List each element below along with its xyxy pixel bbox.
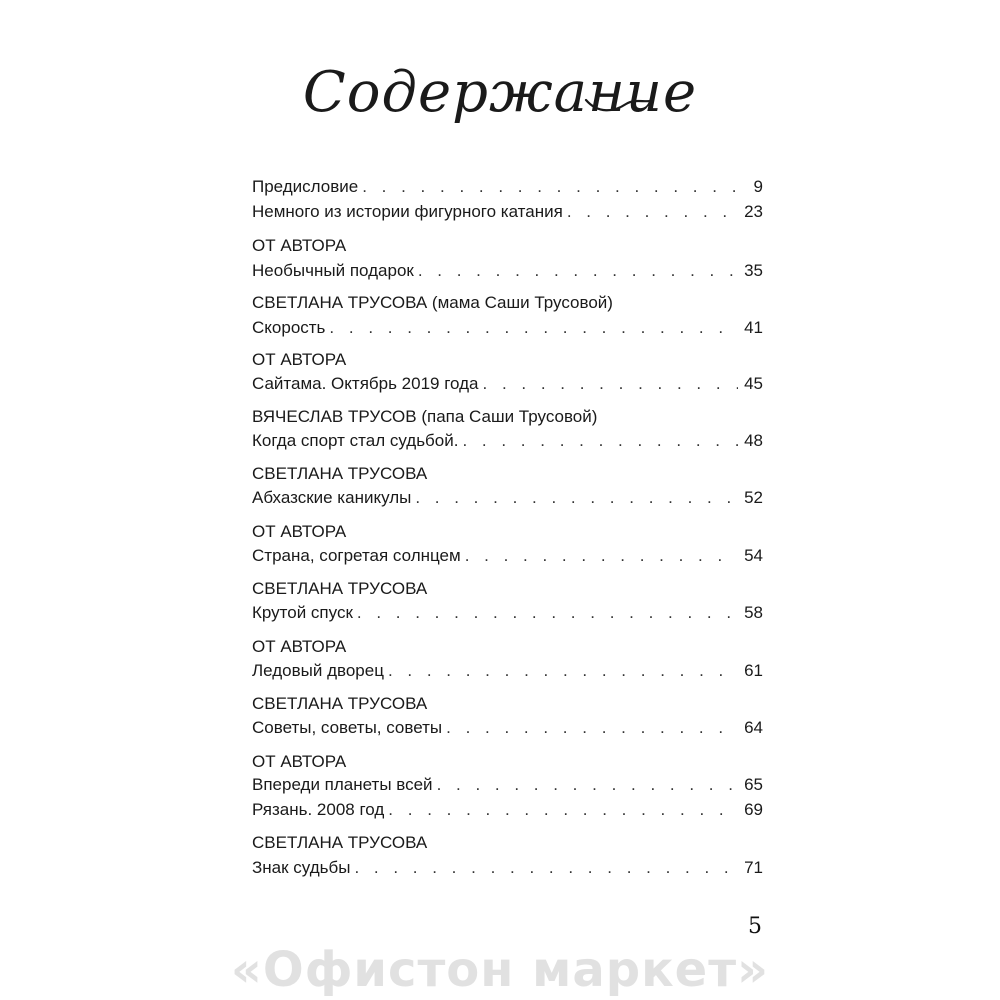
toc-entry[interactable]	[252, 798, 763, 822]
toc-entry[interactable]	[252, 175, 763, 199]
toc-entry[interactable]	[252, 601, 763, 625]
toc-entry-page: 48	[744, 431, 763, 450]
toc-entry[interactable]	[252, 259, 763, 283]
toc-section-author: ОТ АВТОРА	[252, 637, 347, 656]
dot-leader	[388, 659, 738, 683]
toc-entry-page: 69	[744, 800, 763, 819]
toc-entry-title: Ледовый дворец	[252, 661, 384, 680]
toc-entry-page: 45	[744, 374, 763, 393]
toc-entry-page: 65	[744, 775, 763, 794]
toc-section-author: СВЕТЛАНА ТРУСОВА	[252, 464, 428, 483]
toc-entry[interactable]	[252, 372, 763, 396]
dot-leader	[388, 798, 738, 822]
toc-entry-page: 58	[744, 603, 763, 622]
dot-leader	[437, 773, 739, 797]
page-number: 5	[748, 914, 762, 939]
toc-entry-title: Скорость	[252, 318, 326, 337]
toc-entry-title: Крутой спуск	[252, 603, 353, 622]
dot-leader	[415, 486, 738, 510]
toc-entry-page: 41	[744, 318, 763, 337]
dot-leader	[362, 175, 747, 199]
dot-leader	[329, 316, 738, 340]
toc-entry-page: 61	[744, 661, 763, 680]
toc-entry-page: 54	[744, 546, 763, 565]
dot-leader	[483, 372, 739, 396]
toc-entry-title: Необычный подарок	[252, 261, 414, 280]
dot-leader	[465, 544, 738, 568]
toc-section-author: СВЕТЛАНА ТРУСОВА	[252, 833, 428, 852]
toc-entry-page: 9	[753, 177, 763, 196]
dot-leader	[357, 601, 738, 625]
toc-section-author: ОТ АВТОРА	[252, 236, 347, 255]
toc-entry-title: Знак судьбы	[252, 858, 351, 877]
toc-section-author: СВЕТЛАНА ТРУСОВА (мама Саши Трусовой)	[252, 293, 613, 312]
toc-entry-title: Когда спорт стал судьбой.	[252, 431, 459, 450]
toc-section-author: СВЕТЛАНА ТРУСОВА	[252, 694, 428, 713]
toc-entry-title: Абхазские каникулы	[252, 488, 412, 507]
toc-entry-page: 71	[744, 858, 763, 877]
page-title: Содержание	[302, 60, 698, 125]
toc-entry-page: 23	[744, 202, 763, 221]
toc-entry[interactable]	[252, 429, 763, 453]
toc-entry[interactable]	[252, 486, 763, 510]
toc-entry[interactable]	[252, 856, 763, 880]
toc-entry-title: Предисловие	[252, 177, 359, 196]
dot-leader	[446, 716, 738, 740]
toc-entry[interactable]	[252, 716, 763, 740]
toc-entry[interactable]	[252, 200, 763, 224]
toc-section-author: СВЕТЛАНА ТРУСОВА	[252, 579, 428, 598]
toc-entry[interactable]	[252, 659, 763, 683]
toc-entry-title: Советы, советы, советы	[252, 718, 443, 737]
toc-entry-title: Впереди планеты всей	[252, 775, 433, 794]
dot-leader	[354, 856, 738, 880]
toc-entry-title: Рязань. 2008 год	[252, 800, 385, 819]
toc-entry-title: Сайтама. Октябрь 2019 года	[252, 374, 479, 393]
toc-entry[interactable]	[252, 316, 763, 340]
toc-section-author: ОТ АВТОРА	[252, 752, 347, 771]
toc-entry-page: 35	[744, 261, 763, 280]
toc-entry-title: Страна, согретая солнцем	[252, 546, 461, 565]
toc-section-author: ОТ АВТОРА	[252, 350, 347, 369]
toc-entry-page: 64	[744, 718, 763, 737]
dot-leader	[567, 200, 738, 224]
toc-section-author: ОТ АВТОРА	[252, 522, 347, 541]
toc-entry[interactable]	[252, 773, 763, 797]
toc-section-author: ВЯЧЕСЛАВ ТРУСОВ (папа Саши Трусовой)	[252, 407, 598, 426]
watermark: «Офистон маркет»	[230, 942, 770, 998]
toc-entry-page: 52	[744, 488, 763, 507]
dot-leader	[418, 259, 738, 283]
dot-leader	[462, 429, 738, 453]
title-flourish	[584, 92, 654, 114]
toc-entry-title: Немного из истории фигурного катания	[252, 202, 563, 221]
toc-entry[interactable]	[252, 544, 763, 568]
